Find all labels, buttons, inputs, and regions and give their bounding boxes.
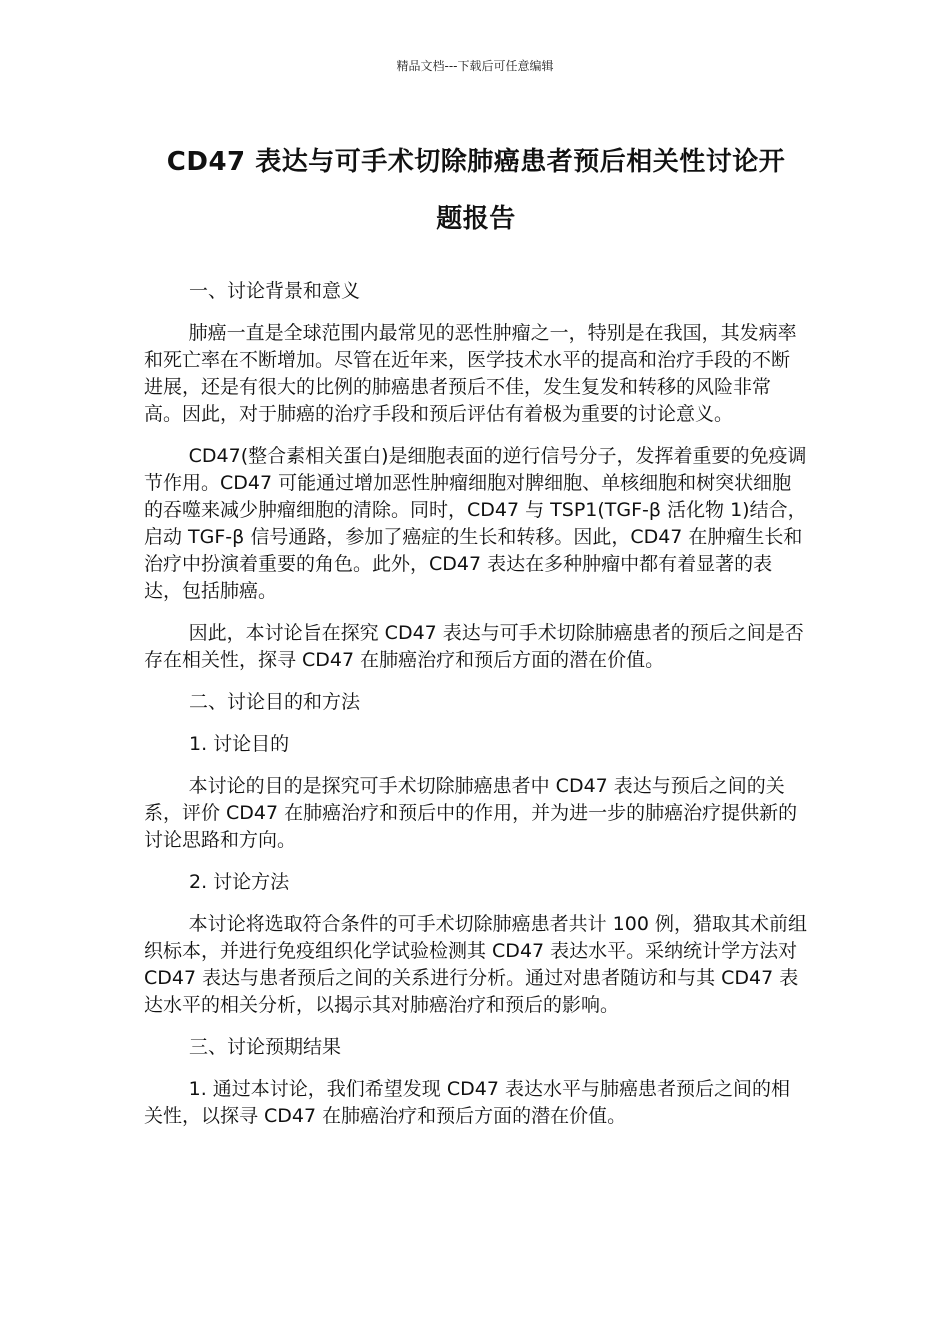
page-header-note: 精品文档---下载后可任意编辑 (396, 59, 554, 73)
document-body (144, 134, 808, 1145)
subheading-purpose: 1. 讨论目的 (189, 733, 290, 755)
paragraph-background-3: 因此，本讨论旨在探究 CD47 表达与可手术切除肺癌患者的预后之间是否存在相关性，探寻 CD47 在肺癌治疗和预后方面的潜在价值。 (144, 622, 804, 671)
paragraph-expected-results: 1. 通过本讨论，我们希望发现 CD47 表达水平与肺癌患者预后之间的相关性，以探寻 CD47 在肺癌治疗和预后方面的潜在价值。 (144, 1078, 790, 1127)
section-heading-background: 一、讨论背景和意义 (189, 280, 361, 302)
paragraph-purpose: 本讨论的目的是探究可手术切除肺癌患者中 CD47 表达与预后之间的关系，评价 CD47 在肺癌治疗和预后中的作用，并为进一步的肺癌治疗提供新的讨论思路和方向。 (144, 775, 798, 851)
section-heading-expected-results: 三、讨论预期结果 (189, 1036, 342, 1058)
document-title-line-1: CD47 表达与可手术切除肺癌患者预后相关性讨论开 (166, 147, 786, 177)
document-title (144, 134, 808, 248)
paragraph-background-2: CD47(整合素相关蛋白)是细胞表面的逆行信号分子，发挥着重要的免疫调节作用。CD47 可能通过增加恶性肿瘤细胞对脾细胞、单核细胞和树突状细胞的吞噬来减少肿瘤细胞的清除。同时，CD47 与 TSP1(TGF-β 活化物 1)结合，启动 TGF-β 信号通路，参加了癌症的生长和转移。因此，CD47 在肿瘤生长和治疗中扮演着重要的角色。此外，CD47 表达在多种肿瘤中都有着显著的表达，包括肺癌。 (144, 445, 807, 602)
document-title-line-2: 题报告 (436, 204, 516, 234)
subheading-methods: 2. 讨论方法 (189, 871, 290, 893)
paragraph-background-1: 肺癌一直是全球范围内最常见的恶性肿瘤之一，特别是在我国，其发病率和死亡率在不断增加。尽管在近年来，医学技术水平的提高和治疗手段的不断进展，还是有很大的比例的肺癌患者预后不佳，发生复发和转移的风险非常高。因此，对于肺癌的治疗手段和预后评估有着极为重要的讨论意义。 (144, 322, 797, 425)
paragraph-methods: 本讨论将选取符合条件的可手术切除肺癌患者共计 100 例，猎取其术前组织标本，并进行免疫组织化学试验检测其 CD47 表达水平。采纳统计学方法对 CD47 表达与患者预后之间的关系进行分析。通过对患者随访和与其 CD47 表达水平的相关分析，以揭示其对肺癌治疗和预后的影响。 (144, 913, 807, 1016)
document-content (144, 278, 808, 1130)
section-heading-purpose-methods: 二、讨论目的和方法 (189, 691, 361, 713)
